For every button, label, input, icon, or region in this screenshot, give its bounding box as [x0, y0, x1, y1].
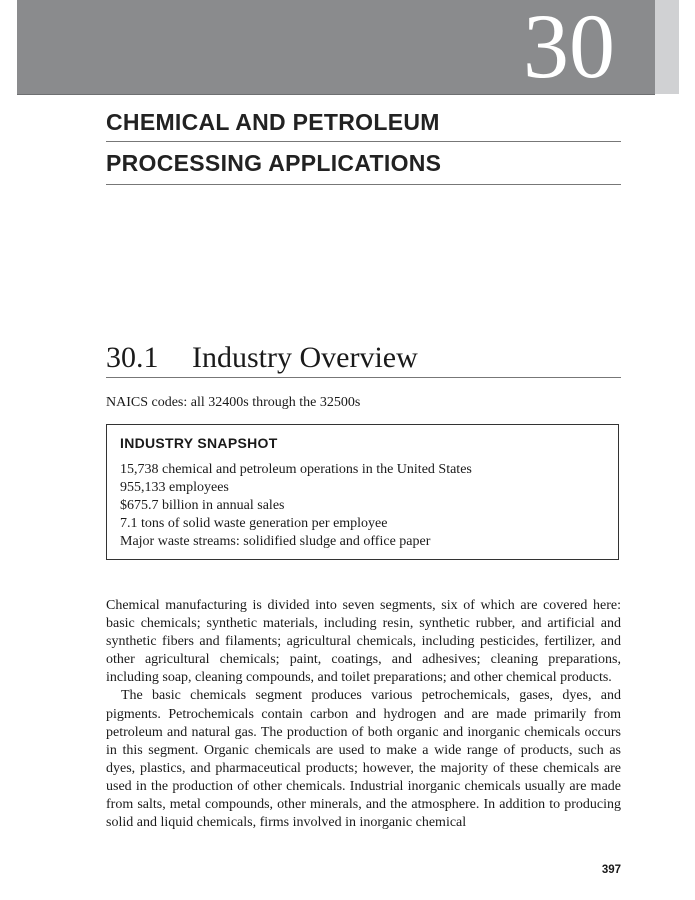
chapter-title-line-2: PROCESSING APPLICATIONS: [106, 150, 442, 176]
chapter-number: 30: [523, 0, 615, 97]
section-title: Industry Overview: [192, 341, 418, 374]
naics-codes: NAICS codes: all 32400s through the 32500s: [106, 395, 361, 410]
body-paragraph: Chemical manufacturing is divided into seven segments, six of which are covered here: basic chemicals; synthetic materials, including resin, synthetic rubber, and artificial and synthetic fibers and filaments; agricultural chemicals, including pesticides, fertilizer, and other agricultural chemicals; paint, coatings, and adhesives; cleaning preparations, including soap, cleaning compounds, and toilet preparations; and other chemical products.: [106, 598, 621, 686]
page-number: 397: [601, 864, 621, 876]
snapshot-item: 7.1 tons of solid waste generation per employee: [120, 516, 388, 531]
snapshot-list: [120, 461, 472, 551]
industry-snapshot-box: [106, 424, 619, 560]
snapshot-item: 15,738 chemical and petroleum operations in the United States: [120, 462, 472, 477]
title-rule-1: [106, 141, 621, 142]
title-rule-2: [106, 184, 621, 185]
chapter-title-line-1: CHEMICAL AND PETROLEUM: [106, 109, 440, 135]
body-text: [106, 597, 621, 832]
chapter-header-band: [17, 0, 655, 95]
snapshot-item: Major waste streams: solidified sludge and office paper: [120, 534, 431, 549]
section-rule: [106, 377, 621, 378]
section-heading: [106, 340, 621, 376]
snapshot-title: INDUSTRY SNAPSHOT: [120, 435, 278, 451]
body-paragraph: The basic chemicals segment produces various petrochemicals, gases, dyes, and pigments. Petrochemicals contain carbon and hydrogen and are made primarily from petroleum and natural gas. The production of both organic and inorganic chemicals occurs in this segment. Organic chemicals are used to make a wide range of products, such as dyes, plastics, and pharmaceutical products; however, the majority of these chemicals are used in the production of other chemicals. Industrial inorganic chemicals usually are made from salts, metal compounds, other minerals, and the atmosphere. In addition to producing solid and liquid chemicals, firms involved in inorganic chemical: [106, 688, 621, 831]
section-number: 30.1: [106, 341, 159, 374]
snapshot-item: $675.7 billion in annual sales: [120, 498, 285, 513]
chapter-header-edge: [655, 0, 679, 94]
snapshot-item: 955,133 employees: [120, 480, 229, 495]
